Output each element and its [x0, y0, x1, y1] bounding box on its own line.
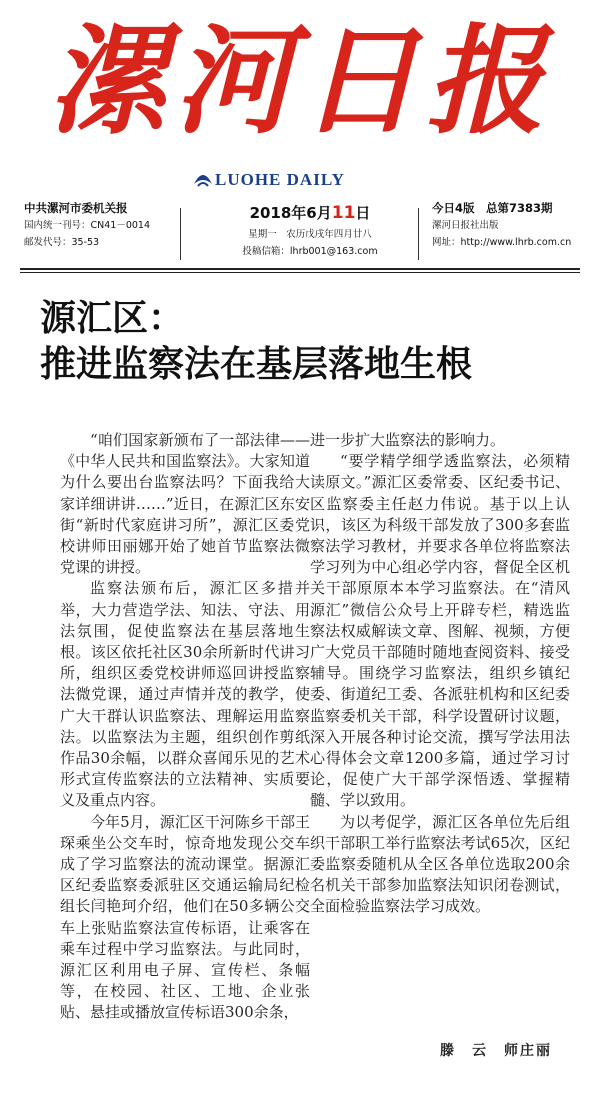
article-paragraph-continued: 进一步扩大监察法的影响力。 — [310, 431, 506, 449]
lunar-date: 星期一 农历戊戌年四月廿八 — [248, 229, 372, 240]
article-paragraph: 监察法颁布后，源汇区多措并举，大力营造学法、知法、守法、用法氛围，促使监察法在基层落地生根。该区依托社区30余所新时代讲习所，组织区委党校讲师巡回讲授监察法微党课，通过声情并茂的教学，使广大干群认识监察法、理解运用监察法。以监察法为主题，组织创作剪纸作品30余幅，以群众喜闻乐见的艺术形式宣传监察法的立法精神、实质要义及重点内容。 — [60, 579, 310, 810]
masthead-info-right — [432, 200, 582, 251]
article-paragraph: 今年5月，源汇区干河陈乡干部王琛乘坐公交车时，惊奇地发现公交车成了学习监察法的流动课堂。据源汇区纪委监察委派驻区交通运输局纪检组长闫艳珂介绍，他们在50多辆公交车上张贴监察法宣传标语，让乘客在乘车过程中学习监察法。与此同时，源汇区利用电子屏、宣传栏、条幅等，在校园、社区、工地、企业张贴、悬挂或播放宣传标语300余条， — [60, 812, 310, 1022]
masthead-title: 漯河日报 — [47, 12, 552, 150]
divider — [180, 208, 181, 260]
article-headline — [40, 296, 580, 388]
rule — [20, 268, 580, 270]
submission-email: 投稿信箱：lhrb001@163.com — [242, 246, 378, 257]
rule — [20, 272, 580, 273]
headline-line-1: 源汇区： — [40, 298, 185, 339]
headline-line-2: 推进监察法在基层落地生根 — [40, 344, 473, 385]
cn-number: 国内统一刊号：CN41－0014 — [24, 220, 151, 231]
masthead-subtitle: LUOHE DAILY — [215, 170, 345, 189]
divider — [418, 208, 419, 260]
publisher-org: 中共漯河市委机关报 — [24, 201, 128, 215]
website: 网址：http://www.lhrb.com.cn — [432, 237, 572, 248]
publisher: 漯河日报社出版 — [432, 220, 499, 231]
masthead-info-left — [24, 200, 174, 251]
post-code: 邮发代号：35-53 — [24, 237, 100, 248]
article-paragraph: “咱们国家新颁布了一部法律——《中华人民共和国监察法》。大家知道为什么要出台监察法吗？下面我给大家详细讲讲……”近日，在源汇区东安街“新时代家庭讲习所”，源汇区委党校讲师田丽娜开始了她首节监察法微党课的讲授。 — [60, 431, 310, 577]
masthead-info-middle — [200, 200, 420, 260]
article-paragraph: 为以考促学，源汇区各单位先后组织干部职工举行监察法考试65次，区纪委监察委随机从全区各单位选取200余名机关干部参加监察法知识闭卷测试，全面检验监察法学习成效。 — [310, 812, 570, 916]
masthead — [0, 0, 600, 200]
article-paragraph: “要学精学细学透监察法，必须精读原文。”源汇区委常委、区纪委书记、区监察委主任赵力伟说。基于以上认识，该区为科级干部发放了300多套监察法学习教材，并要求各单位将监察法学习列为中心组必学内容，督促全区机关干部原原本本学习监察法。在“清风源汇”微信公众号上开辟专栏，精选监察法权威解读文章、图解、视频，方便广大党员干部随时随地查阅资料、接受辅导。围绕学习监察法，组织乡镇纪委、街道纪工委、各派驻机构和区纪委监察委机关干部，科学设置研讨议题，深入开展各种讨论交流，撰写学法用法心得体会文章1200多篇，通过学习讨论，促使广大干部学深悟透、掌握精髓、学以致用。 — [310, 452, 570, 810]
issue-number: 今日4版 总第7383期 — [432, 201, 553, 215]
article-column-right — [310, 430, 570, 918]
article-byline: 滕 云 师庄丽 — [440, 1043, 552, 1059]
article-column-left — [60, 430, 310, 1024]
issue-date: 2018年6月11日 — [249, 203, 371, 223]
newspaper-logo-icon — [190, 164, 216, 190]
